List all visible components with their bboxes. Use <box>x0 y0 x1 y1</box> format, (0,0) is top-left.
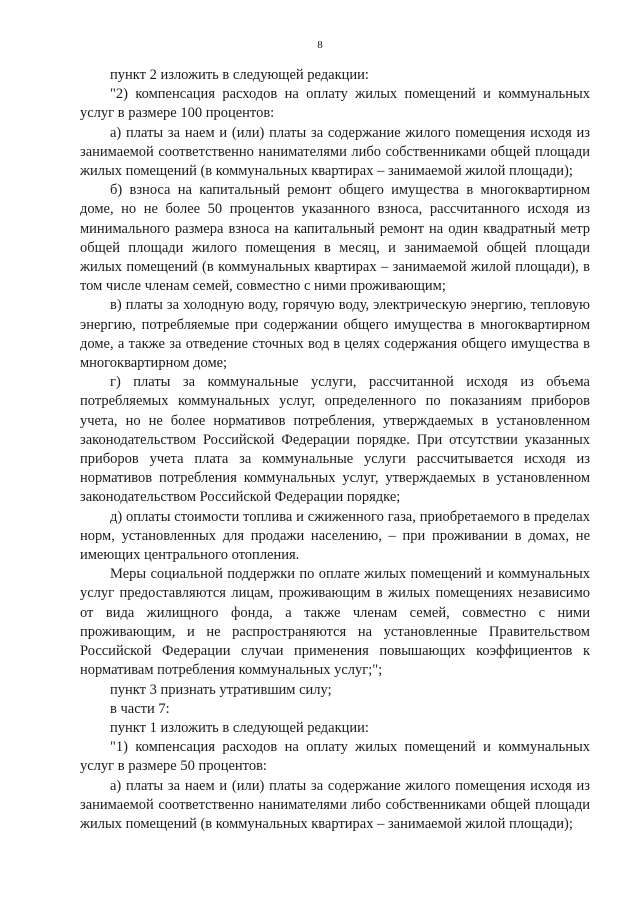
paragraph-5: в) платы за холодную воду, горячую воду, электрическую энергию, тепловую энергию, потребляемые при содержании общего имущества в многоквартирном доме, а также за отведение сточных вод в целях содержания общего имущества в многоквартирном доме; <box>80 297 590 372</box>
paragraph-12: "1) компенсация расходов на оплату жилых помещений и коммунальных услуг в размере 50 процентов: <box>80 739 590 775</box>
paragraph-3: а) платы за наем и (или) платы за содержание жилого помещения исходя из занимаемой соответственно нанимателями либо собственниками общей площади жилых помещений (в коммунальных квартирах – занимаемой жилой площади); <box>80 124 590 180</box>
paragraph-13: а) платы за наем и (или) платы за содержание жилого помещения исходя из занимаемой соответственно нанимателями либо собственниками общей площади жилых помещений (в коммунальных квартирах – занимаемой жилой площади); <box>80 777 590 832</box>
paragraph-6: г) платы за коммунальные услуги, рассчитанной исходя из объема потребляемых коммунальных услуг, определенного по показаниям приборов учета, но не более нормативов потребления, утверждаемых в установленном законодательством Российской Федерации порядке. При отсутствии указанных приборов учета плата за коммунальные услуги рассчитывается исходя из нормативов потребления коммунальных услуг, утверждаемых в установленном законодательством Российской Федерации порядке; <box>80 374 590 506</box>
paragraph-10: в части 7: <box>110 700 170 717</box>
paragraph-2: "2) компенсация расходов на оплату жилых помещений и коммунальных услуг в размере 100 процентов: <box>80 86 590 122</box>
page-number: 8 <box>317 39 323 51</box>
paragraph-8: Меры социальной поддержки по оплате жилых помещений и коммунальных услуг предоставляются лицам, проживающим в жилых помещениях независимо от вида жилищного фонда, а также членам семей, совместно с ними проживающим, и не распространяются на установленные Правительством Российской Федерации случаи применения повышающих коэффициентов к нормативам потребления коммунальных услуг;"; <box>80 566 590 679</box>
paragraph-11: пункт 1 изложить в следующей редакции: <box>110 719 369 736</box>
paragraph-1: пункт 2 изложить в следующей редакции: <box>110 67 369 83</box>
paragraph-4: б) взноса на капитальный ремонт общего имущества в многоквартирном доме, но не более 50 процентов указанного взноса, рассчитанного исходя из минимального размера взноса на капитальный ремонт на один квадратный метр общей площади жилого помещения в месяц, и занимаемой общей площади жилых помещений (в коммунальных квартирах – занимаемой жилой площади), в том числе членам семей, совместно с ними проживающим; <box>80 182 590 295</box>
document-body <box>80 66 590 834</box>
paragraph-7: д) оплаты стоимости топлива и сжиженного газа, приобретаемого в пределах норм, установленных для продажи населению, – при проживании в домах, не имеющих центрального отопления. <box>80 508 590 564</box>
paragraph-9: пункт 3 признать утратившим силу; <box>110 681 332 698</box>
